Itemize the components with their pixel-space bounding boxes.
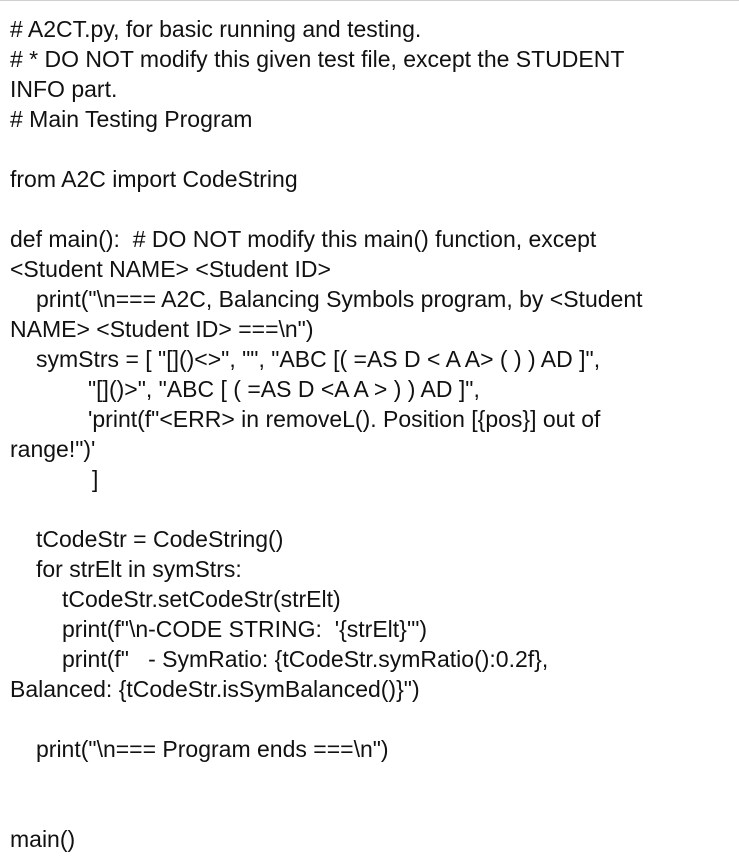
code-line: tCodeStr = CodeString() xyxy=(36,526,284,552)
code-line: tCodeStr.setCodeStr(strElt) xyxy=(62,586,341,612)
code-line: <Student NAME> <Student ID> xyxy=(10,256,331,282)
blank-line xyxy=(10,494,732,524)
code-line: print(f" - SymRatio: {tCodeStr.symRatio():0.2f}, xyxy=(62,646,549,672)
code-line: from A2C import CodeString xyxy=(10,166,298,192)
code-line: print(f"\n-CODE STRING: '{strElt}'") xyxy=(62,616,428,642)
code-line: ] xyxy=(92,466,99,492)
code-line: symStrs = [ "[]()<>", "", "ABC [( =AS D < A A> ( ) ) AD ]", xyxy=(36,346,601,372)
code-line: "[]()>", "ABC [ ( =AS D <A A > ) ) AD ]", xyxy=(88,376,480,402)
code-line: Balanced: {tCodeStr.isSymBalanced()}") xyxy=(10,676,420,702)
blank-line xyxy=(10,194,732,224)
code-line: for strElt in symStrs: xyxy=(36,556,242,582)
code-line: INFO part. xyxy=(10,76,118,102)
blank-line xyxy=(10,794,732,824)
code-line: print("\n=== Program ends ===\n") xyxy=(36,736,389,762)
code-line: 'print(f"<ERR> in removeL(). Position [{pos}] out of xyxy=(88,406,601,432)
code-line: # Main Testing Program xyxy=(10,106,253,132)
blank-line xyxy=(10,134,732,164)
code-line: print("\n=== A2C, Balancing Symbols program, by <Student xyxy=(36,286,643,312)
code-line: NAME> <Student ID> ===\n") xyxy=(10,316,314,342)
code-document xyxy=(10,14,732,854)
code-line: # * DO NOT modify this given test file, except the STUDENT xyxy=(10,46,625,72)
blank-line xyxy=(10,764,732,794)
code-line: main() xyxy=(10,826,76,852)
code-line: # A2CT.py, for basic running and testing. xyxy=(10,16,422,42)
top-divider xyxy=(0,0,739,1)
code-line: range!")' xyxy=(10,436,96,462)
blank-line xyxy=(10,704,732,734)
code-line: def main(): # DO NOT modify this main() function, except xyxy=(10,226,597,252)
